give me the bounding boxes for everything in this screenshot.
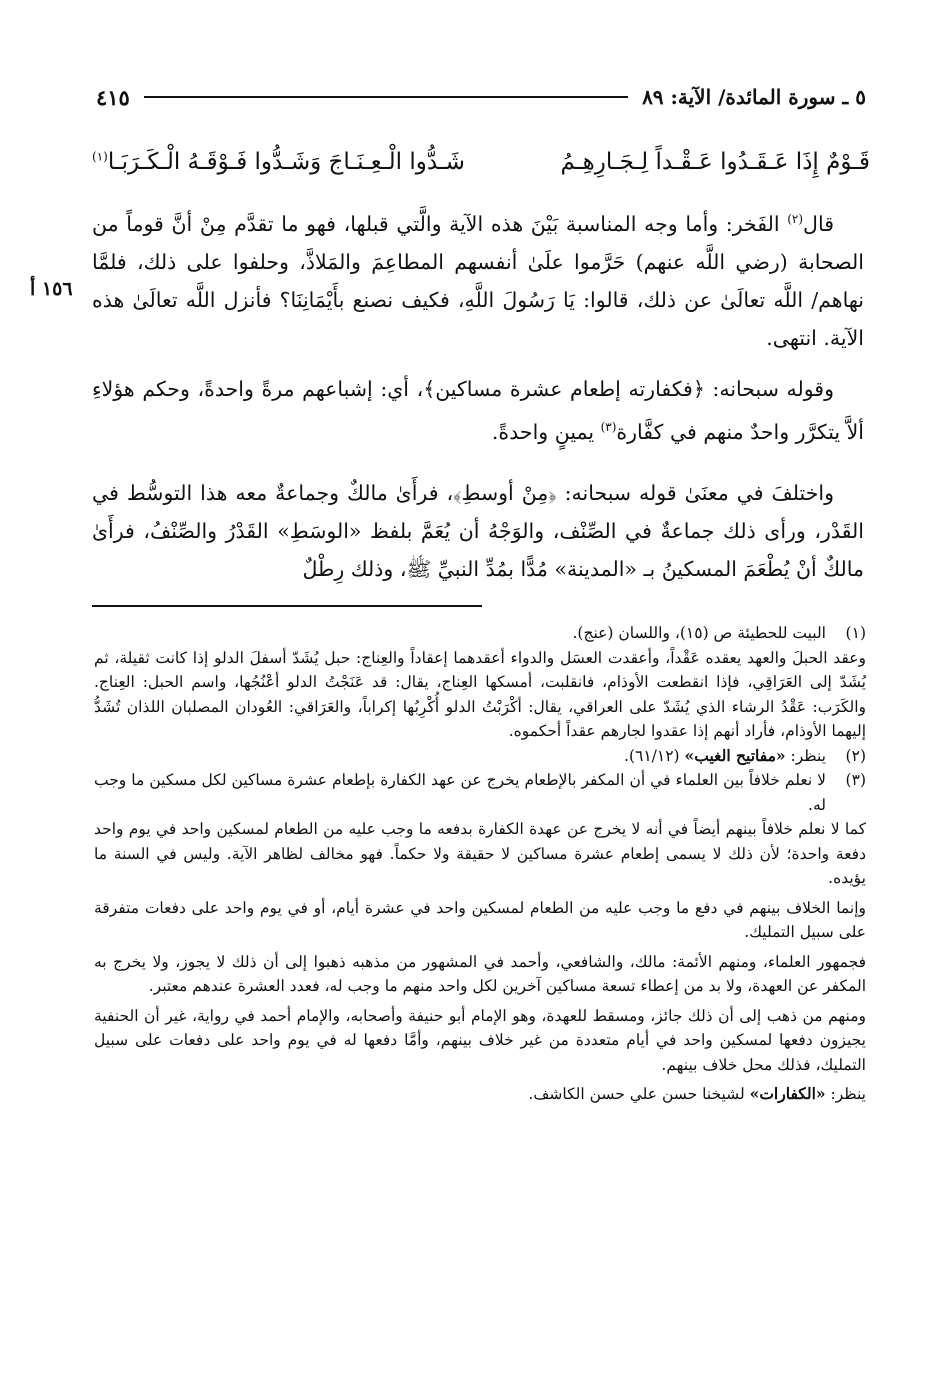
body-paragraph-3: واختلفَ في معنَىٰ قوله سبحانه: ﴿مِنْ أوسطِ﴾، فرأَىٰ مالكٌ وجماعةٌ معه هذا التوسُّط في القَدْر، ورأى ذلك جماعةٌ في الصِّنْف، والوَجْهُ أن يُعَمَّ بلفظ «الوسَطِ» القَدْرُ والصِّنْفُ، فرأَىٰ مالكٌ أنْ يُطْعَمَ المسكينُ بـ «المدينة» مُدًّا بمُدِّ النبيِّ ﷺ، وذلك رِطْلٌ: [92, 481, 864, 581]
p2-text-end: يمينٍ واحدةً.: [491, 419, 601, 444]
footnote-2: [94, 744, 866, 769]
footnote-3-para-1: لا نعلم خلافاً بين العلماء في أن المكفر بالإطعام يخرج عن عهد الكفارة بإطعام عشرة مساكين لكل مسكين ما وجب له.: [94, 771, 826, 814]
footnote-1-source: البيت للحطيئة ص (١٥)، واللسان (عنج).: [572, 624, 826, 642]
footnote-1-gloss: [94, 646, 866, 744]
footnotes: [94, 621, 866, 1107]
p2-text: وقوله سبحانه: ﴿فكفارته إطعام عشرة مساكين﴾، أي: إشباعهم مرةً واحدةً، وحكم هؤلاءِ ألاَّ يتكرَّر واحدٌ منهم في كفَّارة: [92, 377, 864, 444]
page-number: ٤١٥: [96, 84, 130, 110]
body-paragraph-2: [92, 370, 864, 451]
footnote-3-para-4: فجمهور العلماء، ومنهم الأئمة: مالك، والشافعي، وأحمد في المشهور من مذهبه ذهبوا إلى أن ذلك لا يجوز، ولا يخرج به المكفر عن العهدة، ولا بد من إعطاء تسعة مساكين آخرين لكل واحد منهم ما وجب له، فعدد العشرة عندهم معتبر.: [94, 952, 866, 995]
footnote-ref-3: (٣): [600, 420, 617, 434]
chapter-title: ٥ ـ سورة المائدة/ الآية: ٨٩: [642, 85, 866, 109]
footnote-3-number: (٣): [845, 771, 866, 789]
verse-second-text: شَـدُّوا الْـعِـنَـاجَ وَشَـدُّوا فَـوْقَـهُ الْـكَـرَبَـا: [107, 149, 465, 175]
footnote-3-para-6: [94, 1082, 866, 1107]
footnote-separator: [92, 605, 482, 607]
footnote-1: [94, 621, 866, 646]
footnote-ref-1: (١): [92, 149, 108, 164]
fn3-book-title: «الكفارات»: [749, 1084, 826, 1103]
verse-first-hemistich: قَـوْمٌ إِذَا عَـقَـدُوا عَـقْـداً لِـجَـارِهِـمُ: [560, 149, 870, 175]
poetry-verse: [92, 140, 870, 184]
fn2-ref: (٦١/١٢).: [624, 746, 685, 765]
footnote-1-number: (١): [845, 624, 866, 642]
fn2-book-title: «مفاتيح الغيب»: [684, 745, 786, 765]
footnote-3-para-5: ومنهم من ذهب إلى أن ذلك جائز، ومسقط للعهدة، وهو الإمام أبو حنيفة وأصحابه، والإمام أحمد في رواية، غير أن الحنفية يجيزون دفعها لمسكين واحد في أيام متعددة من غير خلاف بينهم، وأمَّا دفعها له في يوم واحد على دفعات على سبيل التمليك، فذلك محل خلاف بينهم.: [94, 1006, 866, 1074]
footnote-1-text: وعقد الحبلَ والعهد يعقده عَقْداً، وأعقدت العسَل والدواء أعقدهما إعقاداً والعِناج: حبل يُشَدّ أسفلَ الدلو إذا كانت ثقيلة، ثم يُشَدّ إلى العَرَاقِي، فإذا انقطعت الأوذام، فانقلبت، أمسكها العِناج، يقال: قد عَنَجْتُ الدلو أعْنُجُها، واسم الحبل: العِناج. والكَرَب: عَقْدُ الرشاء الذي يُشَدّ على العراقي، يقال: أكْرَبْتُ الدلو أُكْرِبُها إكراباً، والعَرَاقي: العُودان المصلبان اللذان تُشَدُّ إليهما الأوذام، فأراد أنهم إذا عقدوا لجارهم عقداً أحكموه.: [94, 648, 866, 740]
header-rule: [144, 96, 628, 98]
footnote-3-para-2: كما لا نعلم خلافاً بينهم أيضاً في أنه لا يخرج عن عهدة الكفارة بدفعه ما وجب عليه من الطعام لمسكين واحد في يوم واحد دفعة واحدة؛ لأن ذلك لا يسمى إطعام عشرة مساكين لا حقيقة ولا حكماً. فهو مخالف لظاهر الآية. وليس في السنة ما يؤيده.: [94, 820, 866, 887]
footnote-3: [94, 768, 866, 817]
footnote-2-text: [94, 744, 826, 769]
running-header: [96, 80, 866, 114]
footnote-2-number: (٢): [845, 746, 866, 765]
p1-lead: قال: [803, 211, 834, 236]
footnote-ref-2: (٢): [787, 212, 804, 226]
margin-manuscript-ref: ١٥٦ أ: [30, 278, 73, 300]
fn3-author: لشيخنا حسن علي حسن الكاشف.: [528, 1085, 750, 1103]
body-paragraph-1: [92, 200, 864, 357]
footnote-3-para-3: وإنما الخلاف بينهم في دفع ما وجب عليه من الطعام لمسكين واحد في عشرة أيام، أو في يوم واحد على دفعات متفرقة على سبيل التمليك.: [94, 898, 866, 941]
fn3-lead: ينظر:: [825, 1085, 866, 1103]
p1-text: الفَخر: وأما وجه المناسبة بَيْنَ هذه الآية والَّتي قبلها، فهو ما تقدَّم مِنْ أنَّ قوماً من الصحابة (رضي اللَّه عنهم) حَرَّموا علَىٰ أنفسهم المطاعِمَ والمَلاذَّ، وحلفوا على ذلك، فلمَّا نهاهم/ اللَّه تعالَىٰ عن ذلك، قالوا: يَا رَسُولَ اللَّهِ، فكيف نصنع بأَيْمَانِنَا؟ فأنزل اللَّه تعالَىٰ هذه الآية. انتهى.: [92, 211, 864, 350]
fn2-lead: ينظر:: [785, 746, 826, 765]
footnote-3-cont: [94, 817, 866, 1107]
verse-second-hemistich: [92, 149, 465, 175]
